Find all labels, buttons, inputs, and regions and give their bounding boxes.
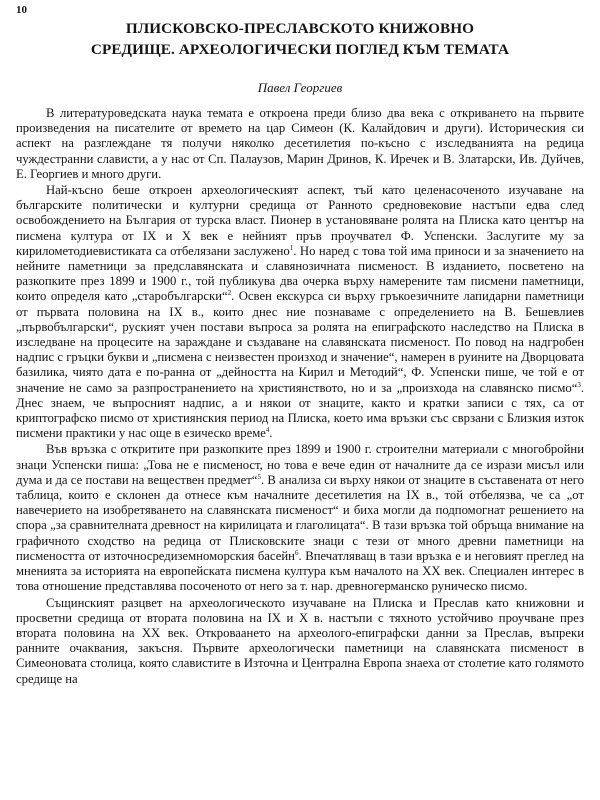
paragraph-3: [16, 442, 584, 594]
paragraph-3-text-b: . В анализа си върху някои от знаците в съставената от него таблица, които е склонен да отнесе към началните десетилетия на IX в., той отбелязва, че са „от навечерието на изобретяването на славянската писменост“ и биха могли да подпомогнат решението на спора „за сравнителната древност на кирилицата и глаголицата“. В тази връзка той обръща внимание на графичното сходство на редица от Плисковските знаци с тези от много древни паметници на писмеността от източносредиземноморския басейн: [16, 472, 585, 563]
footnote-ref-1[interactable]: 1: [289, 243, 294, 252]
title-line-2: СРЕДИЩЕ. АРХЕОЛОГИЧЕСКИ ПОГЛЕД КЪМ ТЕМАТА: [90, 41, 510, 58]
paragraph-2-text-e: .: [269, 426, 273, 441]
article-title: [16, 18, 584, 60]
paragraph-2-text-c: . Освен екскурса си върху гръкоезичните лапидарни паметници от първата половина на IX в., които днес ние познаваме с определението на В. Бешевлиев „първобългарски“, руският учен постави въпроса за ролята на епиграфското наследство на Плиска в изследване на процесите на зараждане и създаване на славянската писменост. По повод на надгробен надпис с гръцки букви и „писмена с неизвестен произход и значение“, намерен в руините на Дворцовата базилика, чиято дата е по-ранна от „дейността на Кирил и Методий“, Ф. Успенски пише, че той е от значение не само за разпространението на християнството, но и за „произхода на славянско писмо“: [16, 289, 584, 395]
paragraph-1: В литературоведската наука темата е откроена преди близо два века с откриването на първите произведения на писателите от времето на цар Симеон (К. Калайдович и други). Историческия си аспект на разглеждане тя получи няколко десетилетия по-късно с изследванията на редица чуждестранни слависти, а у нас от Сп. Палаузов, Марин Дринов, К. Иречек и В. Златарски, Ив. Дуйчев, Е. Георгиев и много други.: [16, 106, 584, 181]
paragraph-2-text-a: Най-късно беше откроен археологическият аспект, тъй като целенасоченото изучаване на българските политически и културни средища от Ранното средновековие настъпи едва след освобождението на България от турска власт. Пионер в установяване ролята на Плиска като център на писмена култура от IX и X век е нейният пръв проучвател Ф. Успенски. Заслугите му за кирилометодиевистиката са отбелязани заслужено: [16, 183, 584, 258]
title-line-1: ПЛИСКОВСКО-ПРЕСЛАВСКОТО КНИЖОВНО: [125, 20, 475, 37]
footnote-ref-3[interactable]: 3: [577, 380, 581, 389]
footnote-ref-4[interactable]: 4: [265, 426, 270, 435]
page-number: 10: [16, 4, 27, 16]
paragraph-3-text-c: . Впечатляващ в тази връзка е и неговият преглед на мненията за историята на европейската писмена култура към началото на XX век. Специален интерес в това отношение представлява посоченото от него за т. нар. древногерманско руническо писмо.: [16, 548, 585, 594]
footnote-ref-5[interactable]: 5: [257, 472, 261, 481]
paragraph-2-text-d: . Днес знаем, че въпросният надпис, а и някои от знаците, както и кратки записи с тях, са от криптографско писмо от християнския период на Плиска, което има връзки със сврзани с Близкия изток писмени практики у нас още в езическо време: [16, 380, 584, 441]
footnote-ref-2[interactable]: 2: [227, 289, 232, 298]
paragraph-2: [16, 183, 584, 441]
article-body: [16, 106, 584, 687]
footnote-ref-6[interactable]: 6: [294, 548, 299, 557]
paragraph-2-text-b: . Но наред с това той има приноси и за значението на нейните паметници за предславянската и славянозичната писменост. В изданието, посветено на разкопките през 1899 и 1900 г., той публикува два очерка върху намерените там писмени паметници, които определя като „старобългарски“: [16, 243, 585, 304]
author-name: Павел Георгиев: [257, 80, 343, 95]
paragraph-3-text-a: Във връзка с откритите при разкопките през 1899 и 1900 г. строителни материали с многобройни знаци Успенски пиша: „Това не е писменост, но това е вече един от началните да се изрази мисъл или дума и да се постави на веществен предмет“: [16, 442, 584, 487]
paragraph-4: Същинският разцвет на археологическото изучаване на Плиска и Преслав като книжовни и просветни средища от втората половина на IX и X в. настъпи с тяхното устойчиво проучване през втората половина на XX век. Откроваането на археолого-епиграфски данни за Преслав, въпреки ранните очаквания, закъсня. Първите археологически паметници на славянската писменост в Симеоновата столица, която славистите в Източна и Централна Европа знаеха от столетие като голямото средище на: [16, 595, 584, 686]
